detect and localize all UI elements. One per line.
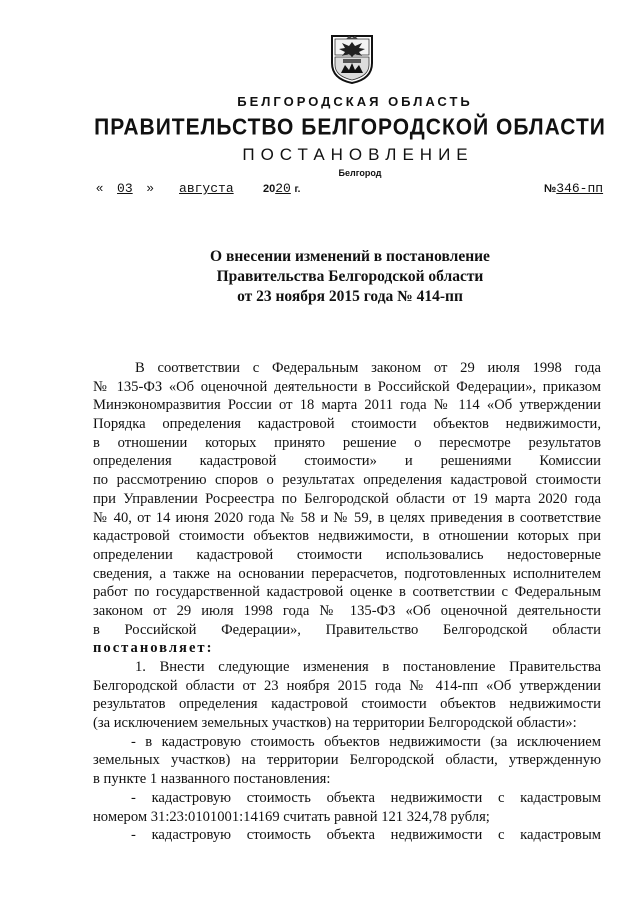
body-line: - кадастровую стоимость объекта недвижимости с кадастровым	[131, 789, 601, 806]
date-year-mark: г.	[294, 184, 301, 195]
document-body	[93, 359, 601, 845]
body-line: В соответствии с Федеральным законом от 29 июля 1998 года	[135, 360, 601, 376]
document-title	[120, 247, 580, 307]
date-close-quote: »	[146, 180, 154, 195]
body-line: земельных участков) на территории Белгородской области, утвержденную	[93, 752, 601, 769]
title-line: от 23 ноября 2015 года № 414-пп	[237, 288, 463, 305]
number-prefix: №	[544, 183, 557, 195]
date-month: августа	[179, 181, 234, 196]
body-line: по рассмотрению споров о результатах определения кадастровой стоимости	[93, 472, 601, 489]
region-name: БЕЛГОРОДСКАЯ ОБЛАСТЬ	[237, 94, 473, 109]
document-type: ПОСТАНОВЛЕНИЕ	[242, 145, 474, 164]
city-name: Белгород	[338, 168, 382, 178]
body-line: работ по государственной кадастровой оценке в соответствии с Федеральным	[93, 584, 601, 601]
body-line: Белгородской области от 23 ноября 2015 года № 414-пп «Об утверждении	[93, 677, 601, 694]
body-line: в Российской Федерации», Правительство Белгородской области	[93, 621, 601, 638]
date-year-prefix: 20	[262, 183, 276, 195]
body-line: результатов определения кадастровой стоимости объектов недвижимости	[93, 696, 601, 713]
body-line: (за исключением земельных участков) на территории Белгородской области»:	[93, 715, 577, 732]
coat-of-arms-emblem	[329, 33, 375, 85]
body-line-resolves: постановляет:	[93, 640, 214, 657]
body-line: - в кадастровую стоимость объектов недвижимости (за исключением	[131, 733, 601, 750]
body-line: в отношении которых принято решение о пересмотре результатов	[93, 434, 601, 451]
body-line: сведения, а также на основании перерасчетов, подготовленных исполнителем	[93, 565, 601, 582]
body-line: определения кадастровой стоимости» и решениями Комиссии	[93, 453, 601, 470]
body-line: номером 31:23:0101001:14169 считать равной 121 324,78 рубля;	[93, 808, 490, 825]
title-line: О внесении изменений в постановление	[210, 248, 490, 265]
body-line: № 135-ФЗ «Об оценочной деятельности в Российской Федерации», приказом	[93, 378, 601, 395]
body-line: - кадастровую стоимость объекта недвижимости с кадастровым	[131, 827, 601, 844]
body-line: № 40, от 14 июня 2020 года № 58 и № 59, в целях приведения в соответствие	[93, 509, 601, 526]
date-day: 03	[117, 181, 133, 196]
body-line: 1. Внести следующие изменения в постановление Правительства	[135, 659, 601, 675]
body-line: Минэкономразвития России от 18 марта 2011 года № 114 «Об утверждении	[93, 397, 601, 414]
body-line: Порядка определения кадастровой стоимости объектов недвижимости,	[93, 416, 601, 433]
date-open-quote: «	[96, 180, 104, 195]
date-year-suffix: 20	[275, 181, 291, 196]
body-line: определении кадастровой стоимости использовались недостоверные	[93, 546, 601, 563]
body-line: законом от 29 июля 1998 года № 135-ФЗ «Об оценочной деятельности	[93, 602, 601, 619]
body-line: в пункте 1 названного постановления:	[93, 771, 331, 788]
number-value: 346-пп	[556, 181, 604, 196]
title-line: Правительства Белгородской области	[216, 268, 484, 285]
body-line: при Управлении Росреестра по Белгородской области от 19 марта 2020 года	[93, 490, 601, 507]
body-line: кадастровой стоимости объектов недвижимости, в отношении которых при	[93, 528, 601, 545]
document-date	[96, 180, 300, 196]
document-number	[544, 180, 603, 196]
government-name: ПРАВИТЕЛЬСТВО БЕЛГОРОДСКОЙ ОБЛАСТИ	[94, 115, 606, 140]
